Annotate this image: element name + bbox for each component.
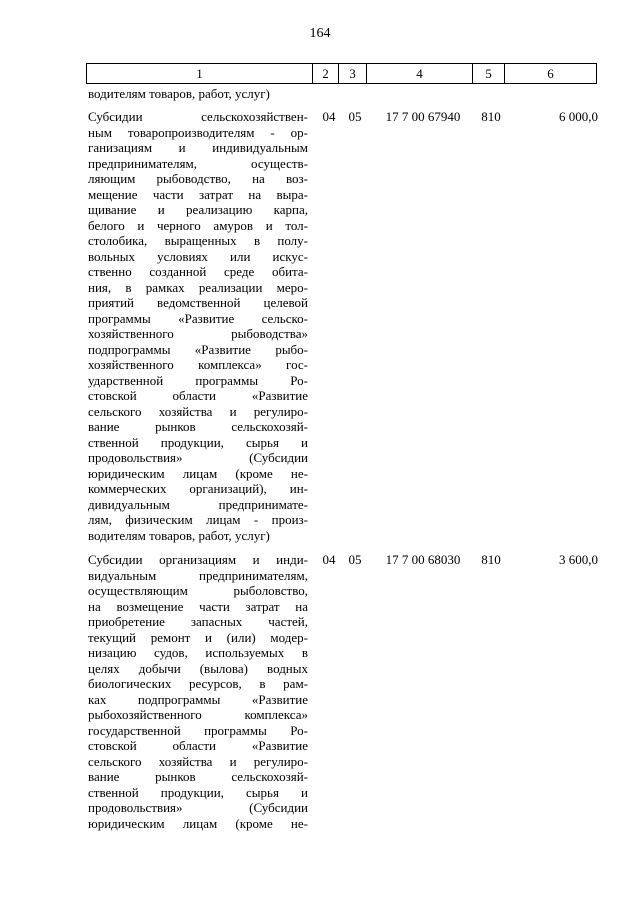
description-line: программы «Развитие сельско-	[88, 310, 308, 326]
column-header-2: 2	[313, 64, 339, 84]
description-line: текущий ремонт и (или) модер-	[88, 629, 308, 645]
description-line: белого и черного амуров и тол-	[88, 217, 308, 233]
description-line: на возмещение части затрат на	[88, 598, 308, 614]
continuation-text: водителям товаров, работ, услуг)	[88, 86, 270, 101]
description-line: подпрограммы «Развитие рыбо-	[88, 341, 308, 357]
description-line: целях добычи (вылова) водных	[88, 660, 308, 676]
description-line: ках подпрограммы «Развитие	[88, 691, 308, 707]
description-line: вание рынков сельскохозяй-	[88, 769, 308, 784]
description-line: ственно созданной среде обита-	[88, 264, 308, 279]
description-line: юридическим лицам (кроме не-	[88, 815, 308, 831]
row-description	[88, 552, 308, 831]
column-header-6: 6	[505, 64, 597, 84]
column-header-table	[86, 63, 597, 84]
description-line: юридическим лицам (кроме не-	[88, 465, 308, 481]
description-line: ганизациям и индивидуальным	[88, 140, 308, 155]
description-line: низацию судов, используемых в	[88, 645, 308, 660]
description-line: дивидуальным предпринимате-	[88, 496, 308, 512]
description-line: приятий ведомственной целевой	[88, 295, 308, 310]
description-line: ственной продукции, сырья и	[88, 784, 308, 800]
target-article-code: 17 7 00 67940	[385, 109, 461, 124]
description-line: рыбохозяйственного комплекса»	[88, 707, 308, 722]
description-line: стовской области «Развитие	[88, 388, 308, 403]
column-header-4: 4	[367, 64, 473, 84]
description-line: ляющим рыбоводство, на воз-	[88, 171, 308, 186]
description-line: водителям товаров, работ, услуг)	[88, 527, 270, 543]
subsection-code: 05	[348, 552, 362, 567]
description-line: ударственной программы Ро-	[88, 372, 308, 388]
description-line: стовской области «Развитие	[88, 738, 308, 753]
page-number: 164	[309, 26, 331, 41]
description-line: продовольствия» (Субсидии	[88, 450, 308, 465]
description-line: ным товаропроизводителям - ор-	[88, 124, 308, 140]
description-line: вольных условиях или искус-	[88, 248, 308, 264]
section-code: 04	[322, 552, 336, 567]
description-line: столобика, выращенных в полу-	[88, 233, 308, 248]
description-line: видуальным предпринимателям,	[88, 567, 308, 583]
description-line: лям, физическим лицам - произ-	[88, 512, 308, 527]
expense-type-code: 810	[481, 552, 501, 567]
description-line: хозяйственного комплекса» гос-	[88, 357, 308, 372]
description-line: вание рынков сельскохозяй-	[88, 419, 308, 434]
description-line: приобретение запасных частей,	[88, 614, 308, 629]
description-line: сельского хозяйства и регулиро-	[88, 403, 308, 419]
row-description	[88, 109, 308, 543]
column-header-3: 3	[339, 64, 367, 84]
expense-type-code: 810	[481, 109, 501, 124]
section-code: 04	[322, 109, 336, 124]
column-header-5: 5	[473, 64, 505, 84]
target-article-code: 17 7 00 68030	[385, 552, 461, 567]
amount: 6 000,0	[559, 109, 598, 124]
description-line: Субсидии организациям и инди-	[88, 552, 308, 567]
description-line: сельского хозяйства и регулиро-	[88, 753, 308, 769]
description-line: предпринимателям, осуществ-	[88, 155, 308, 171]
description-line: щивание и реализацию карпа,	[88, 202, 308, 217]
subsection-code: 05	[348, 109, 362, 124]
description-line: продовольствия» (Субсидии	[88, 800, 308, 815]
description-line: ния, в рамках реализации меро-	[88, 279, 308, 295]
description-line: Субсидии сельскохозяйствен-	[88, 109, 308, 124]
description-line: коммерческих организаций), ин-	[88, 481, 308, 496]
description-line: хозяйственного рыбоводства»	[88, 326, 308, 341]
description-line: государственной программы Ро-	[88, 722, 308, 738]
description-line: биологических ресурсов, в рам-	[88, 676, 308, 691]
description-line: ственной продукции, сырья и	[88, 434, 308, 450]
description-line: осуществляющим рыболовство,	[88, 583, 308, 598]
description-line: мещение части затрат на выра-	[88, 186, 308, 202]
amount: 3 600,0	[559, 552, 598, 567]
column-header-1: 1	[87, 64, 313, 84]
